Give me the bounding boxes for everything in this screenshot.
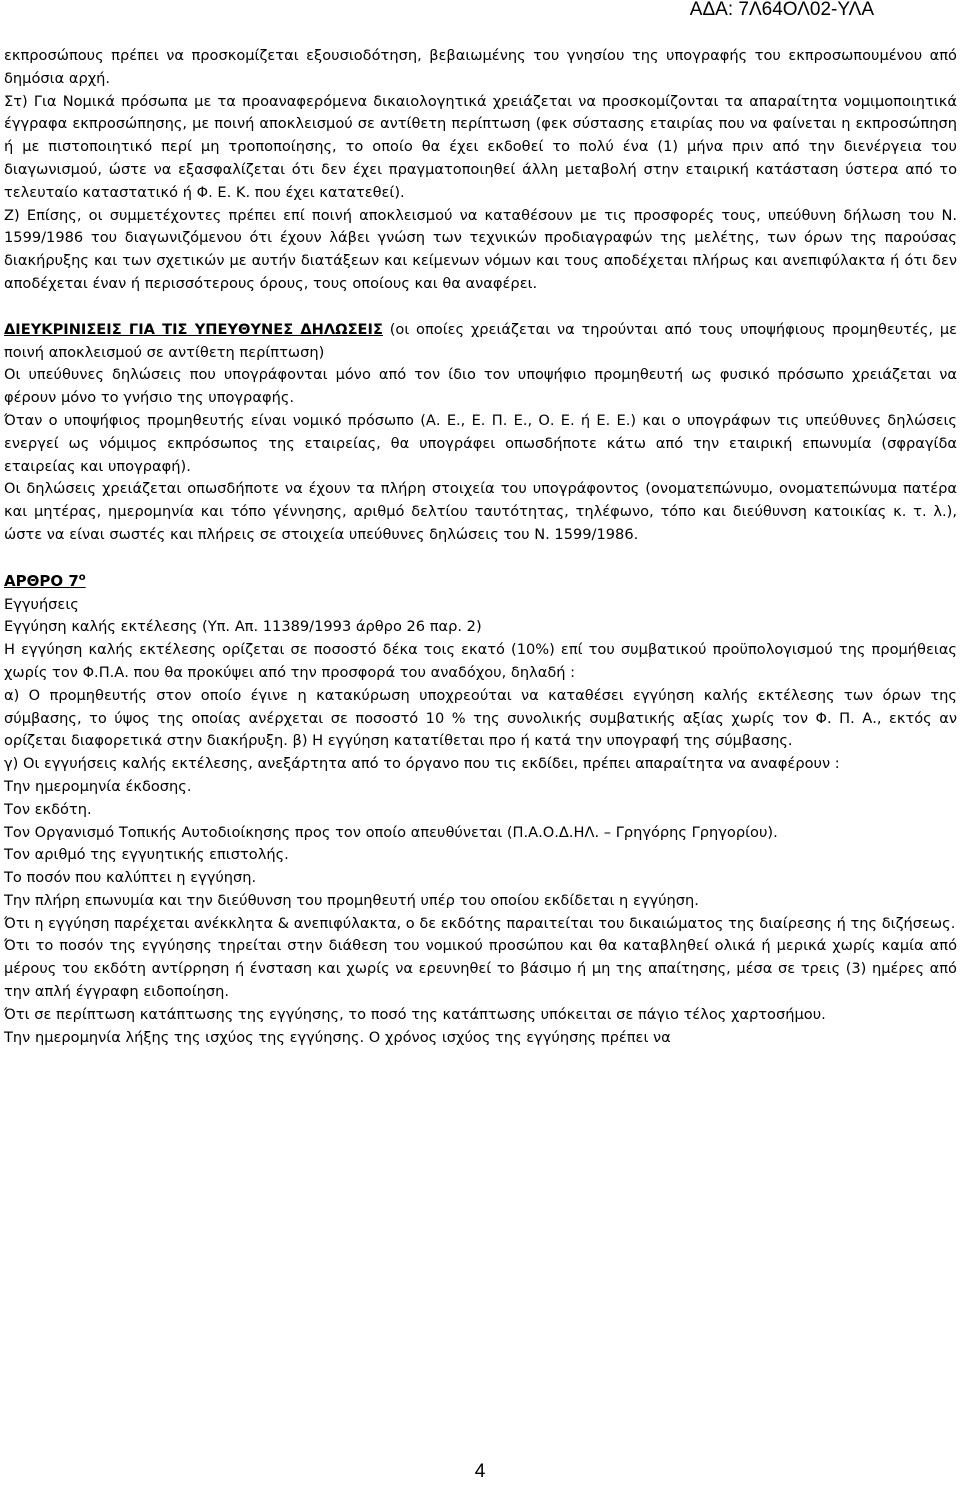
section-heading: ΔΙΕΥΚΡΙΝΙΣΕΙΣ ΓΙΑ ΤΙΣ ΥΠΕΥΘΥΝΕΣ ΔΗΛΩΣΕΙΣ (4, 320, 383, 338)
paragraph: Ότι η εγγύηση παρέχεται ανέκκλητα & ανεπιφύλακτα, ο δε εκδότης παραιτείται του δικαιώματος της διαίρεσης ή της διζήσεως. (4, 914, 956, 932)
paragraph: γ) Οι εγγυήσεις καλής εκτέλεσης, ανεξάρτητα από το όργανο που τις εκδίδει, πρέπει απαραίτητα να αναφέρουν : (4, 755, 840, 773)
paragraph: Όταν ο υποψήφιος προμηθευτής είναι νομικό πρόσωπο (Α. Ε., Ε. Π. Ε., Ο. Ε. ή Ε. Ε.) και ο υπογράφων τις υπεύθυνες δηλώσεις ενεργεί ως νόμιμος εκπρόσωπος της εταιρείας, θα υπογράφει οπωσδήποτε κάτω από την εταιρική επωνυμία (σφραγίδα εταιρείας και υπογραφή). (4, 411, 957, 475)
paragraph: Ότι σε περίπτωση κατάπτωσης της εγγύησης, το ποσό της κατάπτωσης υπόκειται σε πάγιο τέλος χαρτοσήμου. (4, 1005, 826, 1023)
paragraph: α) Ο προμηθευτής στον οποίο έγινε η κατακύρωση υποχρεούται να καταθέσει εγγύηση καλής εκτέλεσης των όρων της σύμβασης, το ύψος της οποίας ανέρχεται σε ποσοστό 10 % της συνολικής συμβατικής αξίας χωρίς τον Φ. Π. Α., εκτός αν ορίζεται διαφορετικά στην διακήρυξη. β) Η εγγύηση κατατίθεται προ ή κατά την υπογραφή της σύμβασης. (4, 686, 957, 750)
list-item: Την ημερομηνία έκδοσης. (4, 777, 192, 795)
page-number: 4 (474, 1461, 486, 1482)
paragraph: Στ) Για Νομικά πρόσωπα με τα προαναφερόμενα δικαιολογητικά χρειάζεται να προσκομίζονται τα απαραίτητα νομιμοποιητικά έγγραφα εκπροσώπησης, με ποινή αποκλεισμού σε αντίθετη περίπτωση (φεκ σύστασης εταιρίας που να φαίνεται η εκπροσώπηση ή με πιστοποιητικό περί μη τροποποίησης, το οποίο θα έχει εκδοθεί το πολύ ένα (1) μήνα πριν από την διενέργεια του διαγωνισμού, ώστε να εξασφαλίζεται ότι δεν έχει πραγματοποιηθεί άλλη μεταβολή στην εταιρική κατάσταση ύστερα από το τελευταίο καταστατικό ή Φ. Ε. Κ. που έχει κατατεθεί). (4, 92, 957, 201)
paragraph: Η εγγύηση καλής εκτέλεσης ορίζεται σε ποσοστό δέκα τοις εκατό (10%) επί του συμβατικού προϋπολογισμού της προμήθειας χωρίς τον Φ.Π.Α. που θα προκύψει από την προσφορά του αναδόχου, δηλαδή : (4, 641, 957, 681)
clarifications-paragraph (4, 319, 957, 365)
line: Εγγύηση καλής εκτέλεσης (Υπ. Απ. 11389/1993 άρθρο 26 παρ. 2) (4, 618, 482, 636)
paragraph: Οι υπεύθυνες δηλώσεις που υπογράφονται μόνο από τον ίδιο τον υποψήφιο προμηθευτή ως φυσικό πρόσωπο χρειάζεται να φέρουν μόνο το γνήσιο της υπογραφής. (4, 366, 957, 407)
paragraph: Ζ) Επίσης, οι συμμετέχοντες πρέπει επί ποινή αποκλεισμού να καταθέσουν με τις προσφορές τους, υπεύθυνη δήλωση του Ν. 1599/1986 του διαγωνιζόμενου ότι έχουν λάβει γνώση των τεχνικών προδιαγραφών της μελέτης, των όρων της παρούσας διακήρυξης και των σχετικών με αυτήν διατάξεων και κείμενων νόμων και τους αποδέχεται πλήρως και ανεπιφύλακτα ή ότι δεν αποδέχεται έναν ή περισσότερους όρους, τους οποίους και θα αναφέρει. (4, 206, 957, 292)
paragraph: Οι δηλώσεις χρειάζεται οπωσδήποτε να έχουν τα πλήρη στοιχεία του υπογράφοντος (ονοματεπώνυμο, ονοματεπώνυμα πατέρα και μητέρας, ημερομηνία και τόπο γέννησης, αριθμό δελτίου ταυτότητας, τηλέφωνο, τόπο και διεύθυνση κατοικίας κ. τ. λ.), ώστε να είναι σωστές και πλήρεις σε στοιχεία υπεύθυνες δηλώσεις του Ν. 1599/1986. (4, 480, 957, 543)
list-item: Το ποσόν που καλύπτει η εγγύηση. (4, 869, 257, 887)
heading-continuation: (οι οποίες χρειάζεται να τηρούνται από τους υποψήφιους προμηθευτές, με ποινή αποκλεισμού σε αντίθετη περίπτωση) (4, 320, 957, 361)
article-title-text: ΑΡΘΡΟ 7 (4, 571, 79, 590)
spacer (4, 547, 957, 570)
list-item: Τον αριθμό της εγγυητικής επιστολής. (4, 846, 289, 864)
paragraph: εκπροσώπους πρέπει να προσκομίζεται εξουσιοδότηση, βεβαιωμένης του γνησίου της υπογραφής του εκπροσωπουμένου από δημόσια αρχή. (4, 47, 957, 87)
list-item: Τον εκδότη. (4, 800, 92, 818)
spacer (4, 296, 957, 319)
list-item: Την πλήρη επωνυμία και την διεύθυνση του προμηθευτή υπέρ του οποίου εκδίδεται η εγγύηση. (4, 891, 699, 909)
paragraph: Την ημερομηνία λήξης της ισχύος της εγγύησης. Ο χρόνος ισχύος της εγγύησης πρέπει να (4, 1028, 671, 1046)
article-title (4, 570, 957, 594)
line: Εγγυήσεις (4, 595, 79, 613)
ada-code: ΑΔΑ: 7Λ64ΟΛ02-ΥΛΑ (689, 0, 874, 20)
list-item: Τον Οργανισμό Τοπικής Αυτοδιοίκησης προς τον οποίο απευθύνεται (Π.Α.Ο.Δ.ΗΛ. – Γρηγόρης Γρηγορίου). (4, 823, 778, 841)
paragraph: Ότι το ποσόν της εγγύησης τηρείται στην διάθεση του νομικού προσώπου και θα καταβληθεί ολικά ή μερικά χωρίς καμία από μέρους του εκδότη αντίρρηση ή ένσταση και χωρίς να ερευνηθεί το βάσιμο ή μη της απαίτησης, μέσα σε τρεις (3) ημέρες από την απλή έγγραφη ειδοποίηση. (4, 937, 957, 1001)
document-body (4, 45, 957, 1049)
article-title-superscript: ο (78, 571, 86, 583)
